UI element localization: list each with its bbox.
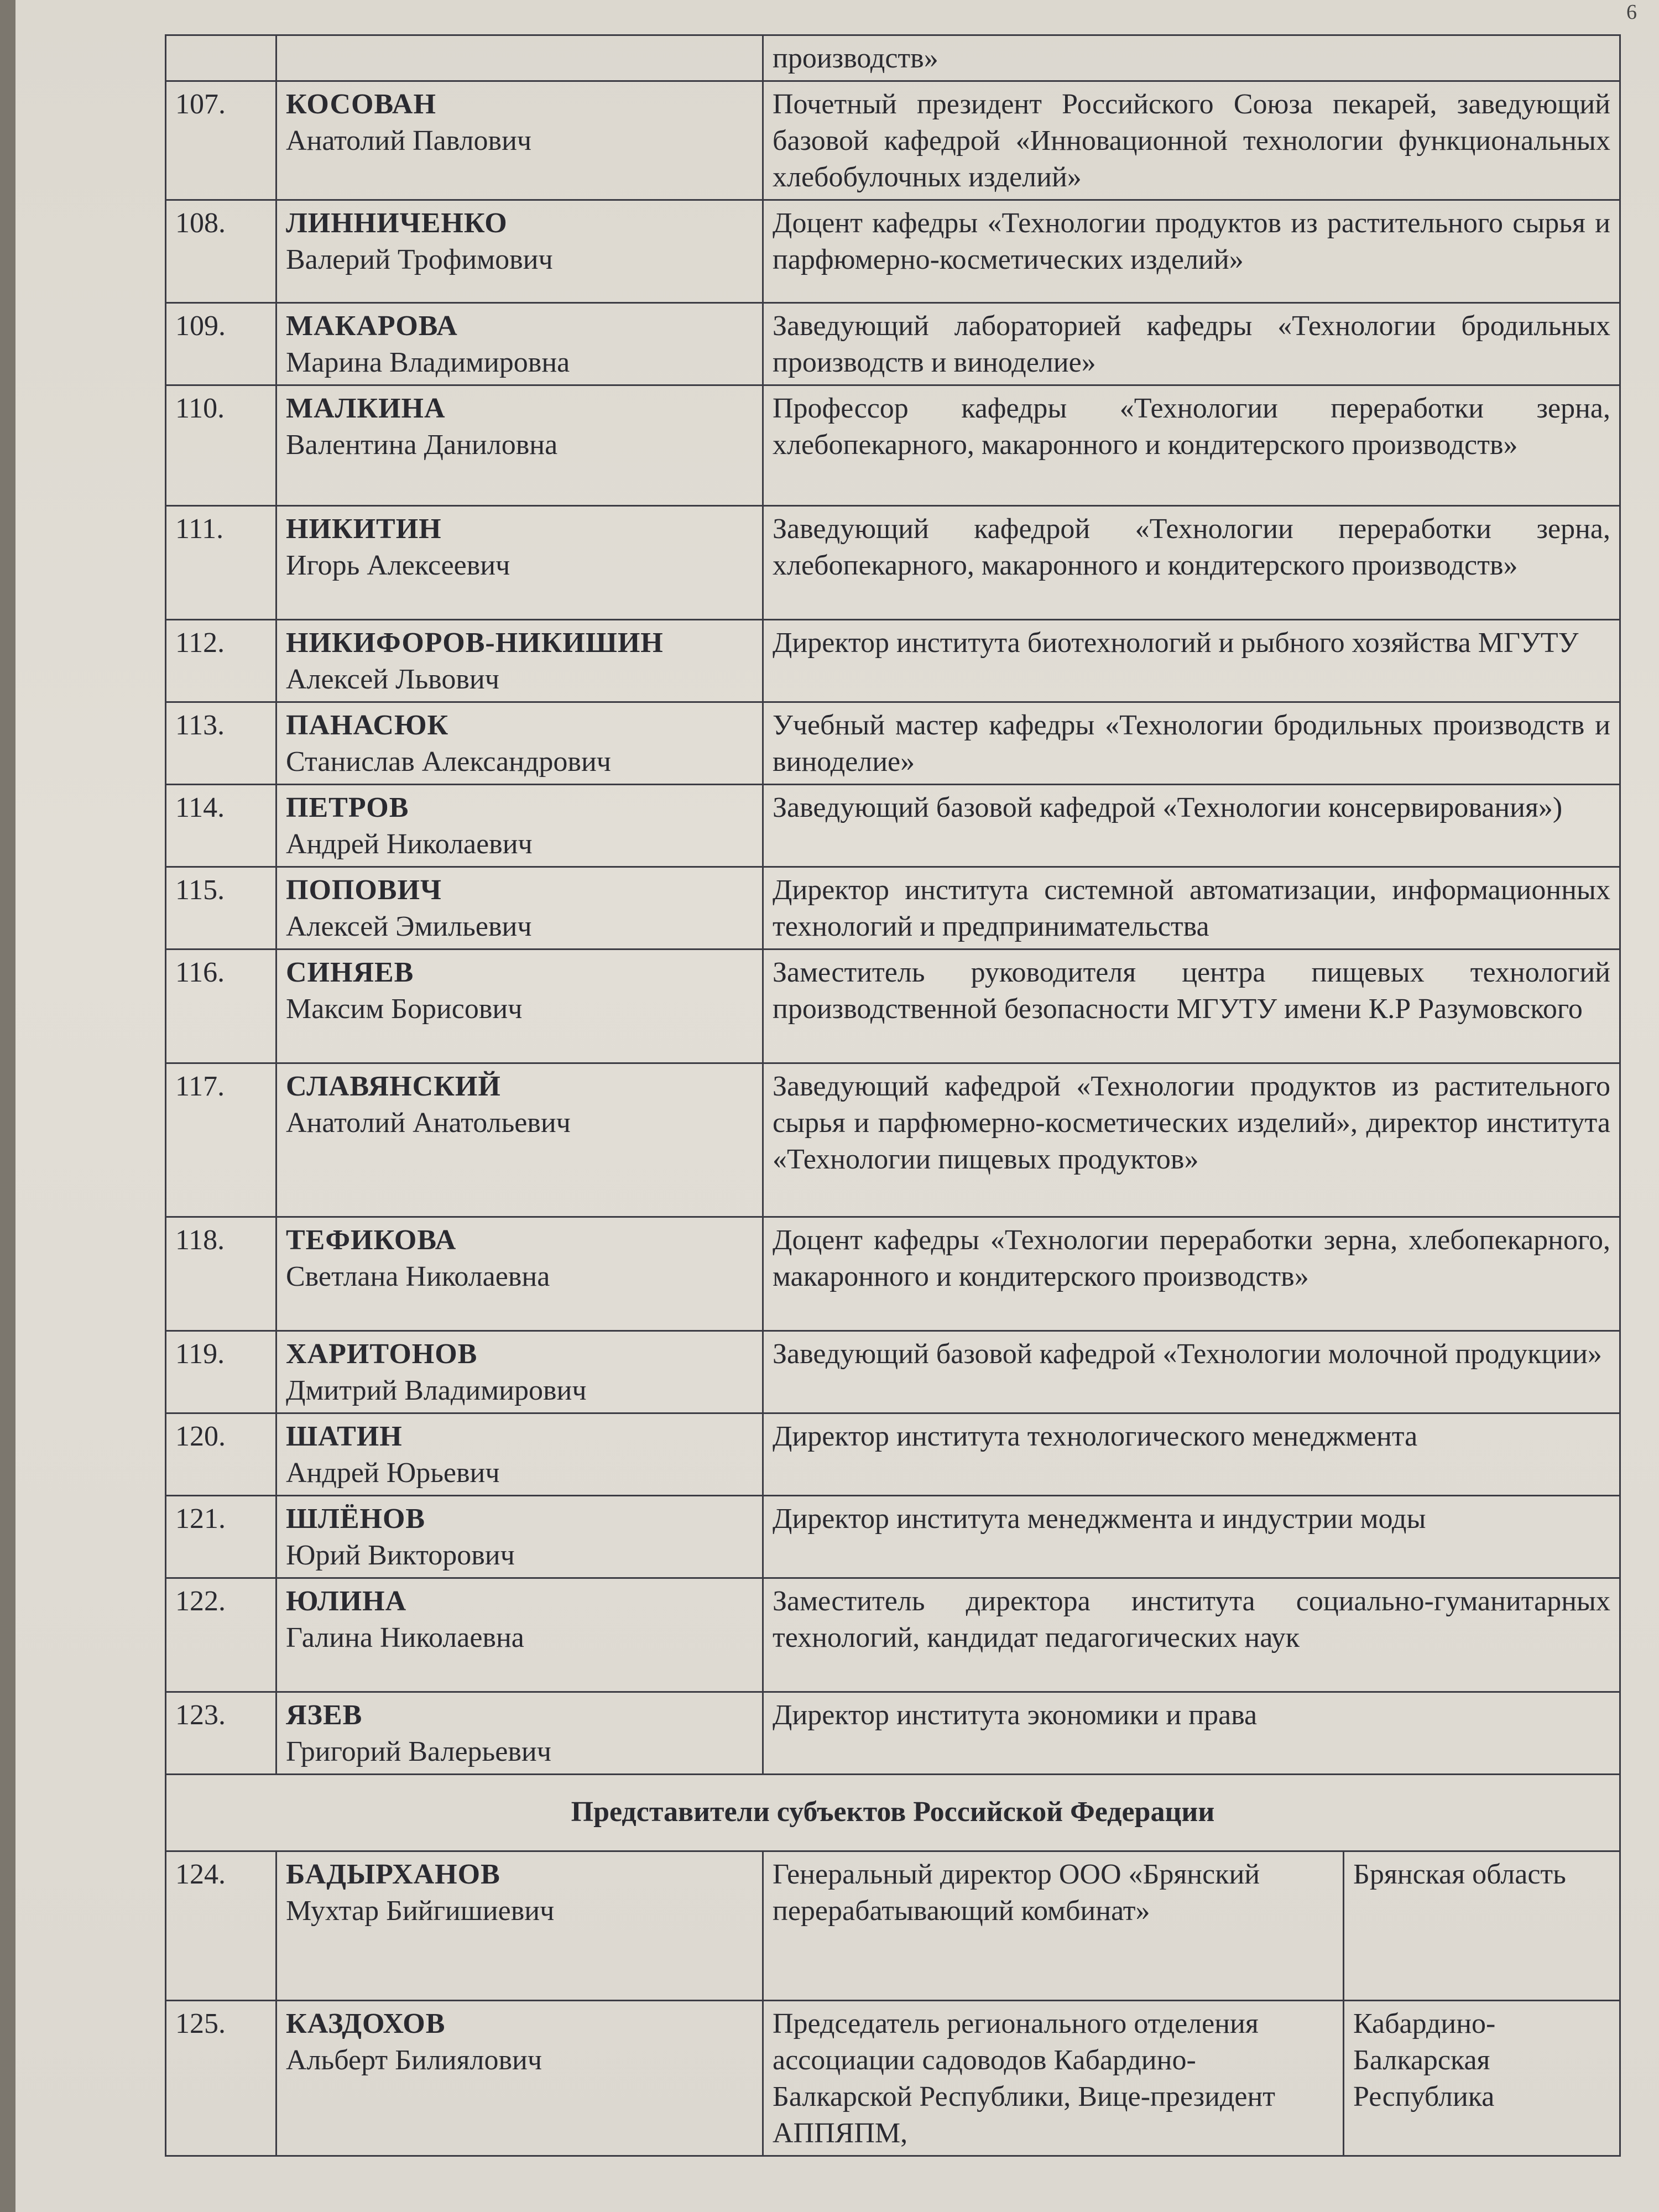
table-row-continuation: [166, 35, 1620, 81]
member-position: Профессор кафедры «Технологии переработки зерна, хлебопекарного, макаронного и кондитерского производств»: [763, 385, 1620, 506]
member-given-name: Максим Борисович: [286, 993, 523, 1025]
section-header-row: [166, 1775, 1620, 1851]
member-position: Заместитель руководителя центра пищевых технологий производственной безопасности МГУТУ имени К.Р Разумовского: [763, 950, 1620, 1063]
member-given-name: Анатолий Анатольевич: [286, 1107, 571, 1139]
row-number: 120.: [166, 1413, 276, 1496]
member-name: [276, 620, 763, 702]
member-position: Заведующий кафедрой «Технологии переработки зерна, хлебопекарного, макаронного и кондитерского производств»: [763, 506, 1620, 620]
member-name: [276, 702, 763, 785]
member-name: [276, 506, 763, 620]
member-given-name: Галина Николаевна: [286, 1622, 524, 1653]
table-row: [166, 303, 1620, 385]
member-position: Учебный мастер кафедры «Технологии бродильных производств и виноделие»: [763, 702, 1620, 785]
members-table: [165, 34, 1621, 2157]
row-number: 118.: [166, 1217, 276, 1331]
member-surname: МАКАРОВА: [286, 310, 458, 342]
row-number: 115.: [166, 867, 276, 950]
member-surname: СИНЯЕВ: [286, 957, 414, 988]
member-name: [276, 785, 763, 867]
member-region: Брянская область: [1344, 1851, 1620, 2001]
member-name: [276, 1496, 763, 1578]
row-number: 119.: [166, 1331, 276, 1413]
cell-num: [166, 35, 276, 81]
table-row: [166, 1496, 1620, 1578]
member-region: Кабардино-Балкарская Республика: [1344, 2001, 1620, 2156]
member-name: [276, 1063, 763, 1217]
member-name: [276, 1692, 763, 1775]
member-surname: НИКИТИН: [286, 513, 442, 545]
row-number: 117.: [166, 1063, 276, 1217]
member-name: [276, 1331, 763, 1413]
member-surname: БАДЫРХАНОВ: [286, 1859, 500, 1890]
member-name: [276, 1217, 763, 1331]
table-row: [166, 1217, 1620, 1331]
row-number: 112.: [166, 620, 276, 702]
row-number: 113.: [166, 702, 276, 785]
member-surname: ШЛЁНОВ: [286, 1503, 426, 1535]
member-given-name: Станислав Александрович: [286, 746, 611, 778]
member-given-name: Анатолий Павлович: [286, 125, 532, 156]
table-row: [166, 950, 1620, 1063]
member-name: [276, 303, 763, 385]
member-surname: ШАТИН: [286, 1421, 403, 1452]
member-position: Заведующий базовой кафедрой «Технологии консервирования»): [763, 785, 1620, 867]
row-number: 122.: [166, 1578, 276, 1692]
table-row: [166, 867, 1620, 950]
member-surname: НИКИФОРОВ-НИКИШИН: [286, 627, 664, 659]
member-surname: ТЕФИКОВА: [286, 1224, 457, 1256]
member-position: Заведующий кафедрой «Технологии продуктов из растительного сырья и парфюмерно-косметических изделий», директор института «Технологии пищевых продуктов»: [763, 1063, 1620, 1217]
cell-position: производств»: [763, 35, 1620, 81]
member-surname: ПАНАСЮК: [286, 709, 449, 741]
member-surname: МАЛКИНА: [286, 393, 446, 424]
member-surname: СЛАВЯНСКИЙ: [286, 1071, 501, 1102]
row-number: 123.: [166, 1692, 276, 1775]
member-name: [276, 1851, 763, 2001]
member-position: Доцент кафедры «Технологии продуктов из растительного сырья и парфюмерно-косметических изделий»: [763, 200, 1620, 303]
member-surname: ЮЛИНА: [286, 1585, 407, 1617]
member-surname: КОСОВАН: [286, 88, 436, 120]
row-number: 111.: [166, 506, 276, 620]
member-surname: ПОПОВИЧ: [286, 874, 442, 906]
document-page: [15, 0, 1659, 2212]
table-row: [166, 702, 1620, 785]
member-position: Доцент кафедры «Технологии переработки зерна, хлебопекарного, макаронного и кондитерского производств»: [763, 1217, 1620, 1331]
member-given-name: Игорь Алексеевич: [286, 550, 510, 581]
row-number: 108.: [166, 200, 276, 303]
row-number: 114.: [166, 785, 276, 867]
member-given-name: Мухтар Бийгишиевич: [286, 1895, 555, 1927]
member-position: Директор института системной автоматизации, информационных технологий и предпринимательства: [763, 867, 1620, 950]
table-row: [166, 2001, 1620, 2156]
table-row: [166, 1413, 1620, 1496]
table-row: [166, 1692, 1620, 1775]
row-number: 110.: [166, 385, 276, 506]
member-name: [276, 1578, 763, 1692]
member-given-name: Андрей Юрьевич: [286, 1457, 500, 1489]
member-given-name: Валентина Даниловна: [286, 429, 558, 461]
member-given-name: Алексей Львович: [286, 664, 499, 695]
table-row: [166, 81, 1620, 200]
row-number: 116.: [166, 950, 276, 1063]
member-position: Заведующий лабораторией кафедры «Технологии бродильных производств и виноделие»: [763, 303, 1620, 385]
member-given-name: Дмитрий Владимирович: [286, 1375, 587, 1406]
member-name: [276, 1413, 763, 1496]
table-row: [166, 1851, 1620, 2001]
row-number: 125.: [166, 2001, 276, 2156]
member-position: Председатель регионального отделения ассоциации садоводов Кабардино-Балкарской Республики, Вице-президент АППЯПМ,: [763, 2001, 1344, 2156]
row-number: 107.: [166, 81, 276, 200]
member-name: [276, 81, 763, 200]
member-position: Директор института биотехнологий и рыбного хозяйства МГУТУ: [763, 620, 1620, 702]
row-number: 124.: [166, 1851, 276, 2001]
member-name: [276, 385, 763, 506]
table-row: [166, 1331, 1620, 1413]
member-given-name: Юрий Викторович: [286, 1540, 515, 1571]
cell-name: [276, 35, 763, 81]
member-name: [276, 200, 763, 303]
member-surname: ЯЗЕВ: [286, 1699, 363, 1731]
member-surname: ХАРИТОНОВ: [286, 1338, 478, 1370]
member-position: Директор института экономики и права: [763, 1692, 1620, 1775]
table-row: [166, 620, 1620, 702]
row-number: 121.: [166, 1496, 276, 1578]
members-table-body: [166, 35, 1620, 2156]
member-surname: ПЕТРОВ: [286, 792, 409, 823]
page-number: 6: [1626, 1, 1637, 24]
member-position: Заведующий базовой кафедрой «Технологии молочной продукции»: [763, 1331, 1620, 1413]
member-position: Генеральный директор ООО «Брянский перерабатывающий комбинат»: [763, 1851, 1344, 2001]
member-surname: КАЗДОХОВ: [286, 2008, 446, 2039]
member-position: Заместитель директора института социально-гуманитарных технологий, кандидат педагогических наук: [763, 1578, 1620, 1692]
member-given-name: Валерий Трофимович: [286, 244, 553, 275]
member-given-name: Альберт Билиялович: [286, 2044, 542, 2076]
member-given-name: Светлана Николаевна: [286, 1261, 550, 1292]
table-row: [166, 785, 1620, 867]
member-name: [276, 950, 763, 1063]
row-number: 109.: [166, 303, 276, 385]
member-position: Директор института менеджмента и индустрии моды: [763, 1496, 1620, 1578]
member-given-name: Андрей Николаевич: [286, 828, 533, 860]
member-position: Почетный президент Российского Союза пекарей, заведующий базовой кафедрой «Инновационной технологии функциональных хлебобулочных изделий»: [763, 81, 1620, 200]
member-given-name: Марина Владимировна: [286, 347, 570, 378]
member-position: Директор института технологического менеджмента: [763, 1413, 1620, 1496]
member-given-name: Алексей Эмильевич: [286, 911, 532, 942]
table-row: [166, 1063, 1620, 1217]
member-name: [276, 2001, 763, 2156]
member-surname: ЛИННИЧЕНКО: [286, 207, 508, 239]
section-title: Представители субъектов Российской Федерации: [166, 1775, 1620, 1851]
table-row: [166, 506, 1620, 620]
member-given-name: Григорий Валерьевич: [286, 1736, 551, 1767]
member-name: [276, 867, 763, 950]
table-row: [166, 1578, 1620, 1692]
table-row: [166, 200, 1620, 303]
table-row: [166, 385, 1620, 506]
